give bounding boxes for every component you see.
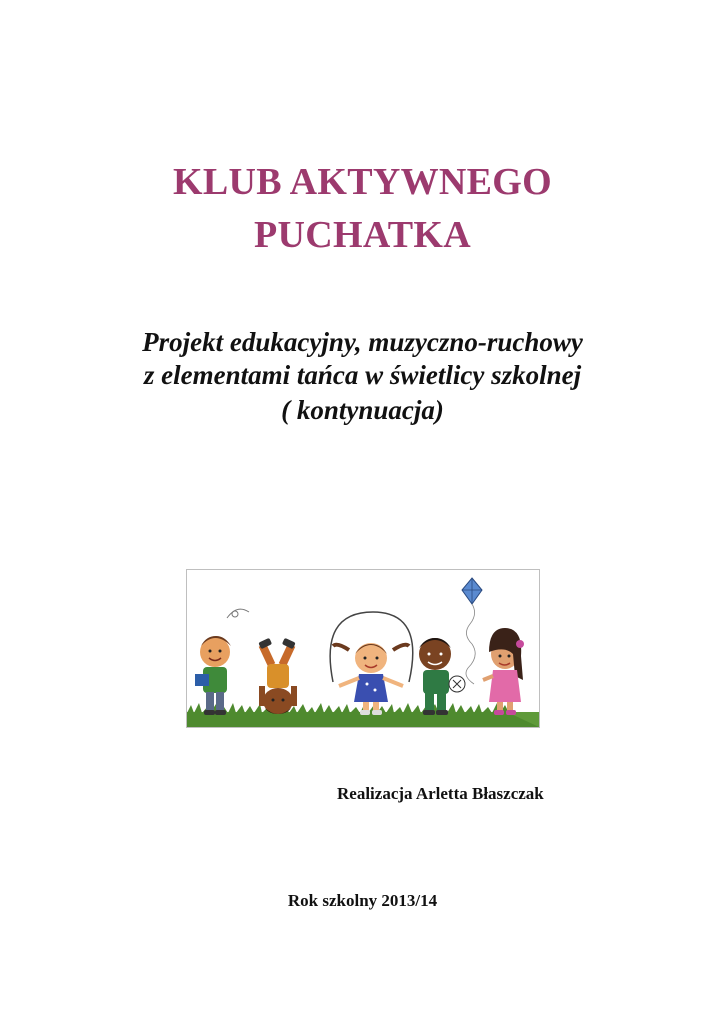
title-line-1: KLUB AKTYWNEGO: [173, 161, 552, 203]
upside-down-boy: [258, 638, 297, 714]
boy-with-ball: [419, 638, 465, 715]
subtitle-line-3: ( kontynuacja): [281, 395, 444, 425]
author-line: Realizacja Arletta Błaszczak: [337, 784, 544, 803]
subtitle-line-1: Projekt edukacyjny, muzyczno-ruchowy: [142, 327, 583, 357]
boy-with-book: [195, 609, 249, 715]
girl-with-jump-rope: [330, 612, 413, 715]
children-playing-illustration: [186, 569, 540, 728]
kite: [462, 578, 482, 684]
school-year-line: Rok szkolny 2013/14: [287, 891, 438, 910]
girl-with-kite: [483, 628, 524, 715]
subtitle-line-2: z elementami tańca w świetlicy szkolnej: [143, 360, 582, 390]
title-line-2: PUCHATKA: [253, 214, 472, 256]
